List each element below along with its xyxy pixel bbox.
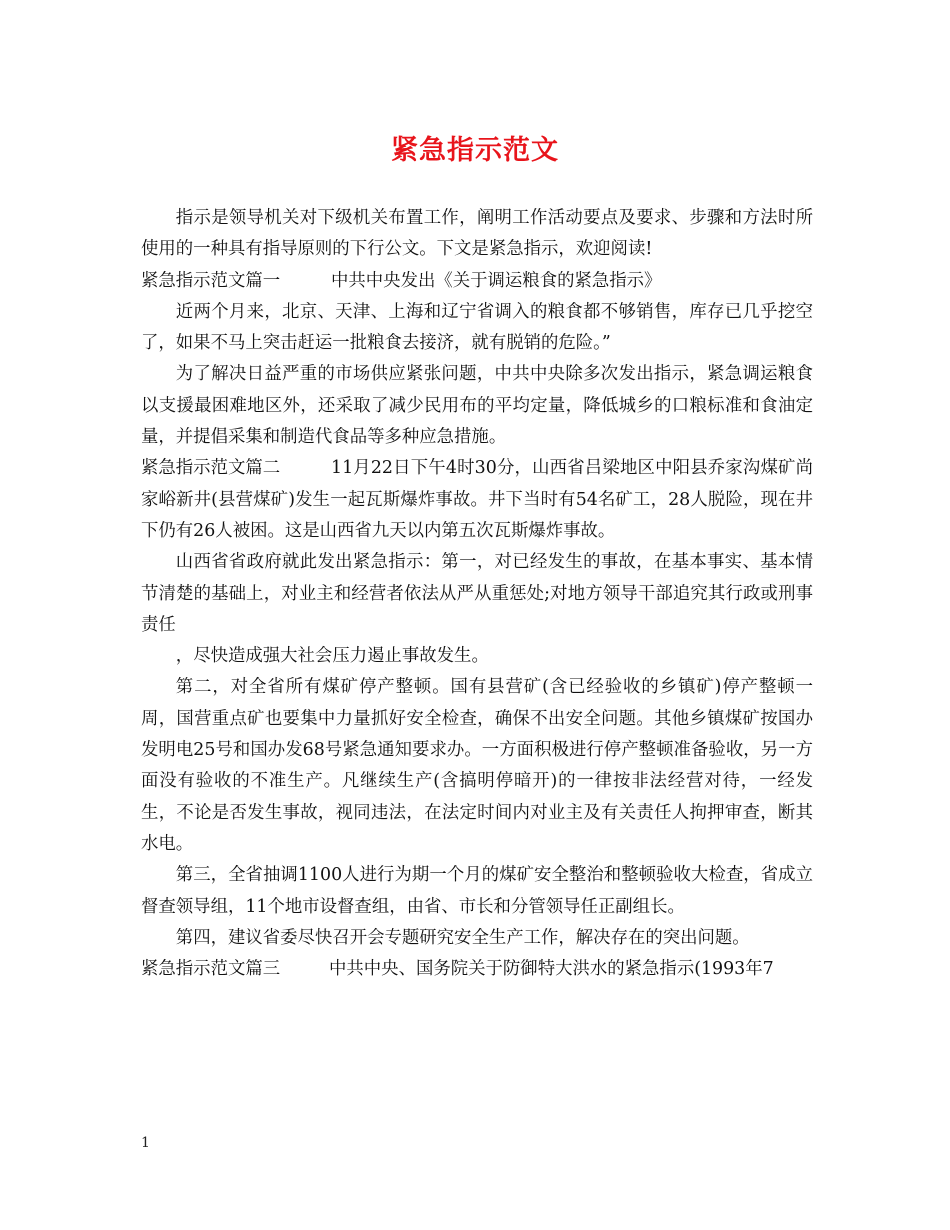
section-2-paragraph-4: 第四，建议省委尽快召开会专题研究安全生产工作，解决存在的突出问题。 [175, 927, 750, 948]
section-2-label: 紧急指示范文篇二 [141, 458, 281, 479]
page-number: 1 [141, 1135, 150, 1151]
section-1-label: 紧急指示范文篇一 [141, 270, 281, 291]
section-2-paragraph-2: 第二，对全省所有煤矿停产整顿。国有县营矿(含已经验收的乡镇矿)停产整顿一周，国营重点矿也要集中力量抓好安全检查，确保不出安全问题。其他乡镇煤矿按国办发明电25号和国办发68号紧急通知要求办。一方面积极进行停产整顿准备验收，另一方面没有验收的不准生产。凡继续生产(含搞明停暗开)的一律按非法经营对待，一经发生，不论是否发生事故，视同违法，在法定时间内对业主及有关责任人拘押审查，断其水电。 [141, 677, 813, 854]
section-2-paragraph-1: 山西省省政府就此发出紧急指示：第一，对已经发生的事故，在基本事实、基本情节清楚的基础上，对业主和经营者依法从严从重惩处;对地方领导干部追究其行政或刑事责任 [141, 552, 813, 635]
section-2-paragraph-3: 第三，全省抽调1100人进行为期一个月的煤矿安全整治和整顿验收大检查，省成立督查领导组，11个地市设督查组，由省、市长和分管领导任正副组长。 [141, 865, 813, 917]
section-3-heading: 中共中央、国务院关于防御特大洪水的紧急指示(1993年7 [329, 959, 774, 980]
intro-paragraph: 指示是领导机关对下级机关布置工作，阐明工作活动要点及要求、步骤和方法时所使用的一种具有指导原则的下行公文。下文是紧急指示，欢迎阅读! [141, 208, 813, 260]
section-1-heading-line [141, 266, 813, 297]
section-1-paragraph-1: 近两个月来，北京、天津、上海和辽宁省调入的粮食都不够销售，库存已几乎挖空了，如果不马上突击赶运一批粮食去接济，就有脱销的危险。” [141, 301, 813, 354]
section-1-heading: 中共中央发出《关于调运粮食的紧急指示》 [331, 270, 662, 291]
section-2-paragraph-1-continued: ，尽快造成强大社会压力遏止事故发生。 [175, 646, 489, 667]
document-body [141, 203, 813, 985]
section-3-heading-line [141, 954, 813, 985]
section-1-paragraph-2: 为了解决日益严重的市场供应紧张问题，中共中央除多次发出指示，紧急调运粮食以支援最困难地区外，还采取了减少民用布的平均定量，降低城乡的口粮标准和食油定量，并提倡采集和制造代食品等多种应急措施。 [141, 364, 813, 448]
section-3-label: 紧急指示范文篇三 [141, 959, 281, 980]
document-title: 紧急指示范文 [391, 135, 559, 166]
section-2-lead-text: 11月22日下午4时30分，山西省吕梁地区中阳县乔家沟煤矿尚家峪新井(县营煤矿)发生一起瓦斯爆炸事故。井下当时有54名矿工，28人脱险，现在井下仍有26人被困。这是山西省九天以内第五次瓦斯爆炸事故。 [141, 458, 813, 541]
section-2-lead [141, 453, 813, 547]
